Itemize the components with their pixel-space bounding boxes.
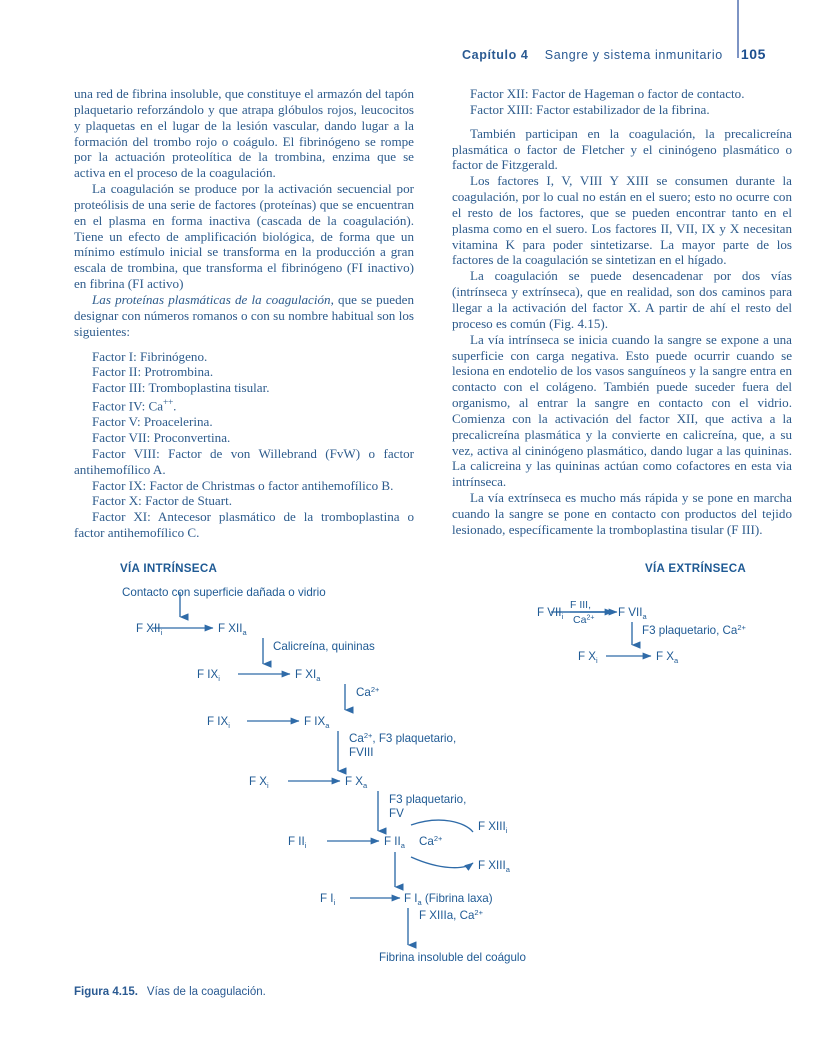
figure-caption-text: Vías de la coagulación.	[146, 986, 266, 998]
header-title: Sangre y sistema inmunitario	[544, 48, 723, 62]
paragraph: Los factores I, V, VIII Y XIII se consumen durante la coagulación, por lo cual no están en el suero; esto no ocurre con el resto de los factores, que se pueden encontrar tanto en el plasma como en el suero. Los factores II, VII, IX y X necesitan vitamina K para poder sintetizarse. La mayor parte de los factores de la coagulación se sintetizan en el hígado.	[452, 173, 792, 268]
node-f13i: F $XIII_i$	[478, 820, 508, 835]
node-f9i: F $IX_i$	[207, 715, 230, 730]
node-fibrina-insoluble: Fibrina insoluble del coágulo	[379, 951, 526, 964]
figure-caption	[74, 986, 266, 998]
label-f3-numerator: F III,	[570, 599, 591, 611]
italic-run: Las proteínas plasmáticas de la coagulación,	[92, 291, 334, 307]
factor-item: Factor II: Protrombina.	[92, 364, 214, 380]
factor-item: Factor I: Fibrinógeno.	[92, 348, 208, 364]
factor-item: Factor IX: Factor de Christmas o factor antihemofílico B.	[92, 477, 394, 493]
paragraph: una red de fibrina insoluble, que constituye el armazón del tapón plaquetario reforzándolo y que atrapa glóbulos rojos, leucocitos y plaquetas en el lugar de la lesión vascular, dando lugar a la formación del trombo rojo o coágulo. El fibrinógeno se rompe por la actuación proteolítica de la trombina, enzima que se activa en el proceso de la coagulación.	[74, 86, 414, 181]
factor-item: Factor X: Factor de Stuart.	[92, 493, 232, 509]
label-cofactor-9-line2: FVIII	[349, 746, 374, 759]
paragraph: La coagulación se produce por la activación secuencial por proteólisis de una serie de factores (proteínas) que se encuentran en el plasma en forma inactiva (cascada de la coagulación). Tiene un efecto de amplificación biológica, de forma que un mínimo estímulo inicial se transforma en la producción a gran escala de trombina, que transforma el fibrinógeno (FI inactivo) en fibrina (FI activo)	[74, 181, 414, 292]
paragraph-italic-lead	[74, 292, 414, 340]
label-cofactor-fibrin: F XIIIa, $Ca^{2+}$	[419, 908, 483, 922]
node-f10a: F $X_a$	[345, 775, 368, 790]
node-f12a: F $XII_a$	[218, 622, 247, 637]
figure-coagulation-pathways	[0, 560, 828, 1000]
node-f9i-top: F $IX_i$	[197, 668, 220, 683]
label-cofactor-10-line2: FV	[389, 807, 404, 820]
italic-tail: que se pueden designar con números romanos o con su nombre habitual son los siguientes:	[74, 291, 414, 339]
factor-iv-superscript: ++	[163, 398, 174, 409]
factor-item: Factor III: Tromboplastina tisular.	[92, 380, 270, 396]
right-text-column	[452, 86, 792, 538]
factor-item: Factor VIII: Factor de von Willebrand (FvW) o factor antihemofílico A.	[74, 445, 414, 477]
node-f7a: F $VII_a$	[618, 606, 647, 621]
node-f2i: F $II_i$	[288, 835, 307, 850]
paragraph: La vía intrínseca se inicia cuando la sangre se expone a una superficie con carga negativa. Esto puede ocurrir cuando se lesiona en endotelio de los vasos sanguíneos y la sangre entra en contacto con el colágeno. También puede suceder fuera del organismo, al entrar la sangre en contacto con el vidrio. Comienza con la activación del factor XII, que activa a la precalicreína plasmática y la convierte en calicreína, que, a su vez, activa al cininógeno plasmático, dando lugar a las quininas. La calicreina y las quininas actúan como cofactores en esta via intrínseca.	[452, 331, 792, 490]
label-cofactor-9: $Ca^{2+}$, F3 plaquetario,	[349, 731, 457, 745]
factor-item: Factor XIII: Factor estabilizador de la fibrina.	[470, 101, 710, 117]
intrinsic-pathway-heading: VÍA INTRÍNSECA	[120, 562, 218, 575]
node-contacto: Contacto con superficie dañada o vidrio	[122, 586, 326, 599]
running-head	[0, 46, 828, 68]
label-calicreina-quininas: Calicreína, quininas	[273, 640, 375, 653]
node-f10i: F $X_i$	[249, 775, 269, 790]
node-f1a: F $I_a$ (Fibrina laxa)	[404, 892, 493, 907]
node-f7i: F $VII_i$	[537, 606, 564, 621]
node-f12i: F $XII_i$	[136, 622, 163, 637]
paragraph: La vía extrínseca es mucho más rápida y se pone en marcha cuando la sangre se pone en contacto con productos del tejido lesionado, específicamente la tromboplastina tisular (F III).	[452, 490, 792, 537]
label-ca-denominator: $Ca^{2+}$	[573, 614, 595, 626]
factor-item	[74, 396, 414, 414]
node-ext-f10a: F $X_a$	[656, 650, 679, 665]
node-f1i: F $I_i$	[320, 892, 336, 907]
left-text-column	[74, 86, 414, 541]
extrinsic-pathway-heading: VÍA EXTRÍNSECA	[645, 562, 747, 575]
label-cofactor-10-line1: F3 plaquetario,	[389, 793, 467, 806]
page-number: 105	[740, 46, 766, 62]
figure-svg	[0, 560, 828, 1000]
node-f9a: F $IX_a$	[304, 715, 330, 730]
factor-item-label: Factor IV: Ca	[92, 398, 164, 414]
label-ca-1: $Ca^{2+}$	[356, 685, 380, 699]
factor-item: Factor V: Proacelerina.	[92, 414, 213, 430]
factor-item: Factor XII: Factor de Hageman o factor de contacto.	[470, 86, 745, 101]
factor-iv-period: .	[173, 398, 177, 414]
factor-item: Factor XI: Antecesor plasmático de la tromboplastina o factor antihemofílico C.	[74, 509, 414, 541]
node-ext-f10i: F $X_i$	[578, 650, 598, 665]
node-f13a: F $XIII_a$	[478, 859, 510, 874]
factor-list-right	[452, 86, 792, 118]
node-f2a: F $II_a$	[384, 835, 405, 850]
paragraph: También participan en la coagulación, la precalicreína plasmática o factor de Fletcher y el cininógeno plasmático o factor de Fitzgerald.	[452, 125, 792, 173]
figure-caption-label: Figura 4.15.	[74, 986, 138, 998]
header-chapter: Capítulo 4	[462, 48, 529, 62]
factor-list-left	[74, 349, 414, 541]
factor-item: Factor VII: Proconvertina.	[92, 430, 231, 446]
label-ca-2: $Ca^{2+}$	[419, 834, 443, 848]
label-extrinsic-cofactor: F3 plaquetario, $Ca^{2+}$	[642, 623, 746, 637]
paragraph: La coagulación se puede desencadenar por dos vías (intrínseca y extrínseca), que en realidad, son dos caminos para llegar a la activación del factor X. A partir de ahí el resto del proceso es común (Fig. 4.15).	[452, 268, 792, 331]
node-f11a: F $XI_a$	[295, 668, 321, 683]
